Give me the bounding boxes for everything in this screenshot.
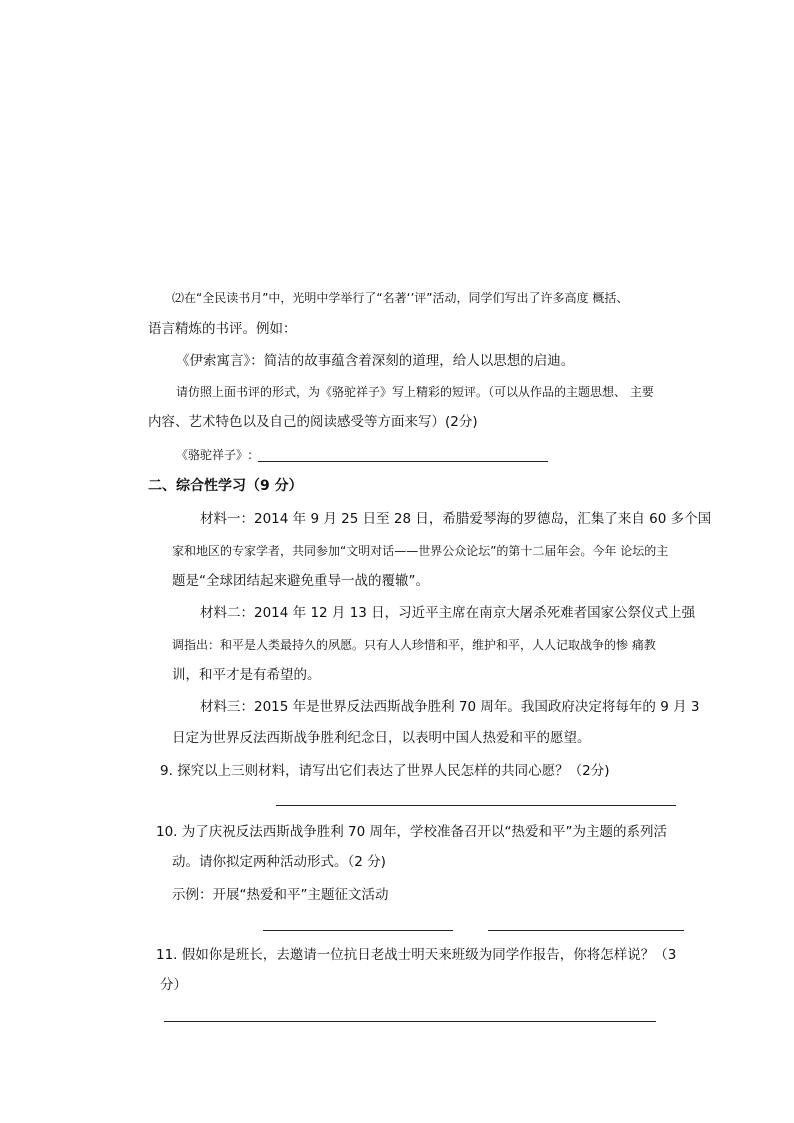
material-2-line-1: 材料二：2014 年 12 月 13 日，习近平主席在南京大屠杀死难者国家公祭仪式上强 [200,605,696,621]
q11-line-1: 11. 假如你是班长，去邀请一位抗日老战士明天来班级为同学作报告，你将怎样说？（3 [156,947,677,963]
material-3-line-2: 日定为世界反法西斯战争胜利纪念日，以表明中国人热爱和平的愿望。 [172,730,591,746]
q9-text: 9. 探究以上三则材料，请写出它们表达了世界人民怎样的共同心愿？（2分) [160,763,610,779]
material-2-line-3: 训，和平才是有希望的。 [172,667,321,683]
q11-line-2: 分） [160,977,187,993]
q10-line-2: 动。请你拟定两种活动形式。（2 分) [172,854,386,870]
q10-line-1: 10. 为了庆祝反法西斯战争胜利 70 周年，学校准备召开以“热爱和平”为主题的系列活 [156,824,668,840]
q9-answer-line[interactable] [276,805,676,806]
q10-answer-line-1[interactable] [263,930,453,931]
q11-answer-line[interactable] [164,1021,656,1022]
q2-answer-label: 《骆驼祥子》: [176,448,253,462]
material-3-line-1: 材料三：2015 年是世界反法西斯战争胜利 70 周年。我国政府决定将每年的 9 月 3 [200,699,700,715]
material-2-line-2: 调指出：和平是人类最持久的夙愿。只有人人珍惜和平，维护和平，人人记取战争的惨 痛教 [172,638,656,652]
material-1-line-1: 材料一：2014 年 9 月 25 日至 28 日，希腊爱琴海的罗德岛，汇集了来自 60 多个国 [200,511,712,527]
material-1-line-2: 家和地区的专家学者，共同参加“文明对话——世界公众论坛”的第十二届年会。今年 论坛的主 [172,544,669,558]
q2-line-1: ⑵在“全民读书月”中，光明中学举行了“名著‘’评”活动，同学们写出了许多高度 概括、 [172,291,629,305]
q2-example: 《伊索寓言》：简洁的故事蕴含着深刻的道理，给人以思想的启迪。 [176,353,575,369]
material-1-line-3: 题是“全球团结起来避免重导一战的覆辙”。 [172,573,429,589]
q2-instruction-2: 内容、艺术特色以及自己的阅读感受等方面来写）(2分) [148,414,478,430]
q10-example: 示例：开展“热爱和平”主题征文活动 [172,887,389,903]
q10-answer-line-2[interactable] [488,930,684,931]
q2-instruction-1: 请仿照上面书评的形式，为《骆驼祥子》写上精彩的短评。（可以从作品的主题思想、 主要 [176,385,654,399]
q2-line-2: 语言精炼的书评。例如： [148,321,297,337]
section-heading: 二、综合性学习（9 分） [148,478,303,494]
q2-answer-line[interactable] [258,461,548,462]
